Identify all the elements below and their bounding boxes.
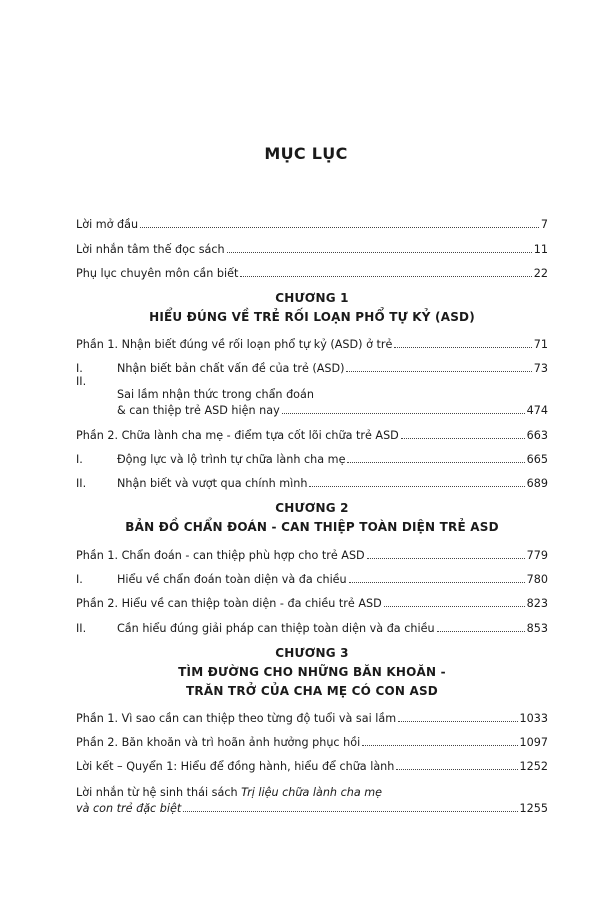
chapter-label: CHƯƠNG 2 xyxy=(275,501,349,516)
toc-entry[interactable] xyxy=(76,231,548,255)
toc-entry-title: Động lực và lộ trình tự chữa lành cha mẹ xyxy=(117,453,346,467)
toc-entry[interactable] xyxy=(76,442,548,466)
dot-leader xyxy=(401,438,525,439)
chapter-title: BẢN ĐỒ CHẨN ĐOÁN - CAN THIỆP TOÀN DIỆN TRẺ ASD xyxy=(125,520,499,535)
toc-entry[interactable] xyxy=(76,701,548,725)
toc-entry-title: Phần 2. Chữa lành cha mẹ - điểm tựa cốt lõi chữa trẻ ASD xyxy=(76,428,399,442)
dot-leader xyxy=(362,745,517,746)
dot-leader xyxy=(349,582,525,583)
toc-page-number: 665 xyxy=(526,453,548,467)
toc-entry-title-line1: Sai lầm nhận thức trong chẩn đoán xyxy=(117,388,314,402)
toc-entry-numeral: II. xyxy=(76,477,87,491)
book-series-title-part2: và con trẻ đặc biệt xyxy=(76,802,182,816)
toc-page-number: 22 xyxy=(533,266,548,280)
toc-entry-title-line1-text: Lời nhắn từ hệ sinh thái sách xyxy=(76,786,242,800)
dot-leader xyxy=(140,227,539,228)
toc-page-number: 1033 xyxy=(519,711,548,725)
chapter-label: CHƯƠNG 3 xyxy=(275,645,349,660)
dot-leader xyxy=(227,252,532,253)
toc-entry[interactable] xyxy=(76,351,548,375)
toc-entry-title: Phần 2. Băn khoăn và trì hoãn ảnh hưởng phục hồi xyxy=(76,736,361,750)
toc-page-number: 823 xyxy=(526,597,548,611)
toc-entry-title: Hiểu về chẩn đoán toàn diện và đa chiều xyxy=(117,572,347,586)
toc-page-number: 1252 xyxy=(519,760,548,774)
toc-entry[interactable] xyxy=(76,417,548,441)
chapter-label: CHƯƠNG 1 xyxy=(275,290,349,305)
dot-leader xyxy=(384,606,525,607)
toc-entry-title: Phần 1. Vì sao cần can thiệp theo từng độ tuổi và sai lầm xyxy=(76,711,397,725)
toc-entry-title: Lời mở đầu xyxy=(76,218,139,232)
toc-entry-title: Lời kết – Quyển 1: Hiểu để đồng hành, hiểu để chữa lành xyxy=(76,760,395,774)
toc-entry[interactable] xyxy=(76,537,548,561)
chapter-title-line2: TRĂN TRỞ CỦA CHA MẸ CÓ CON ASD xyxy=(186,683,438,698)
toc-page-number: 853 xyxy=(526,621,548,635)
toc-entry[interactable] xyxy=(76,562,548,586)
toc-entry[interactable] xyxy=(76,466,548,490)
toc-entry-title: Lời nhắn tâm thế đọc sách xyxy=(76,242,225,256)
toc-page-number: 780 xyxy=(526,572,548,586)
toc-entry-title: Phần 2. Hiểu về can thiệp toàn diện - đa chiều trẻ ASD xyxy=(76,597,382,611)
toc-entry-numeral: II. xyxy=(76,621,87,635)
toc-page-number: 71 xyxy=(533,338,548,352)
toc-page-number: 663 xyxy=(526,428,548,442)
toc-entry[interactable] xyxy=(76,725,548,749)
dot-leader xyxy=(240,276,531,277)
toc-entry-title: Cần hiểu đúng giải pháp can thiệp toàn diện và đa chiều xyxy=(117,621,435,635)
toc-page-number: 474 xyxy=(526,404,548,418)
book-series-title-part1: Trị liệu chữa lành cha mẹ xyxy=(241,786,383,800)
dot-leader xyxy=(282,413,525,414)
toc-page-number: 11 xyxy=(533,242,548,256)
dot-leader xyxy=(398,721,517,722)
toc-page-number: 689 xyxy=(526,477,548,491)
table-of-contents xyxy=(76,207,548,815)
toc-entry-title: Nhận biết bản chất vấn đề của trẻ (ASD) xyxy=(117,362,345,376)
chapter-title: HIỂU ĐÚNG VỀ TRẺ RỐI LOẠN PHỔ TỰ KỶ (ASD) xyxy=(149,309,475,324)
toc-entry[interactable] xyxy=(76,327,548,351)
toc-page-number: 7 xyxy=(540,218,548,232)
toc-entry[interactable] xyxy=(76,610,548,634)
dot-leader xyxy=(437,631,525,632)
toc-entry[interactable] xyxy=(76,256,548,280)
toc-page-number: 1097 xyxy=(519,736,548,750)
dot-leader xyxy=(183,811,517,812)
dot-leader xyxy=(396,769,517,770)
toc-entry[interactable] xyxy=(76,375,548,417)
dot-leader xyxy=(394,347,531,348)
toc-entry-numeral: I. xyxy=(76,362,83,376)
toc-page-number: 779 xyxy=(526,548,548,562)
toc-entry-title-line1 xyxy=(76,786,548,799)
toc-page-number: 73 xyxy=(533,362,548,376)
toc-entry[interactable] xyxy=(76,586,548,610)
dot-leader xyxy=(347,462,524,463)
page-title: MỤC LỤC xyxy=(264,144,348,163)
toc-page-number: 1255 xyxy=(519,802,548,816)
toc-entry[interactable] xyxy=(76,749,548,773)
toc-entry-title: Nhận biết và vượt qua chính mình xyxy=(117,477,308,491)
toc-entry-numeral: II. xyxy=(76,375,87,389)
chapter-title-line1: TÌM ĐƯỜNG CHO NHỮNG BĂN KHOĂN - xyxy=(178,664,446,679)
toc-entry-title: Phần 1. Nhận biết đúng về rối loạn phổ tự kỷ (ASD) ở trẻ xyxy=(76,338,393,352)
dot-leader xyxy=(309,486,524,487)
toc-entry[interactable] xyxy=(76,773,548,815)
toc-entry-numeral: I. xyxy=(76,572,83,586)
dot-leader xyxy=(346,371,531,372)
toc-entry-title: Phụ lục chuyên môn cần biết xyxy=(76,266,239,280)
dot-leader xyxy=(367,558,525,559)
toc-entry-title-line2: & can thiệp trẻ ASD hiện nay xyxy=(117,404,280,418)
toc-entry[interactable] xyxy=(76,207,548,231)
toc-entry-title: Phần 1. Chẩn đoán - can thiệp phù hợp cho trẻ ASD xyxy=(76,548,365,562)
toc-entry-numeral: I. xyxy=(76,453,83,467)
